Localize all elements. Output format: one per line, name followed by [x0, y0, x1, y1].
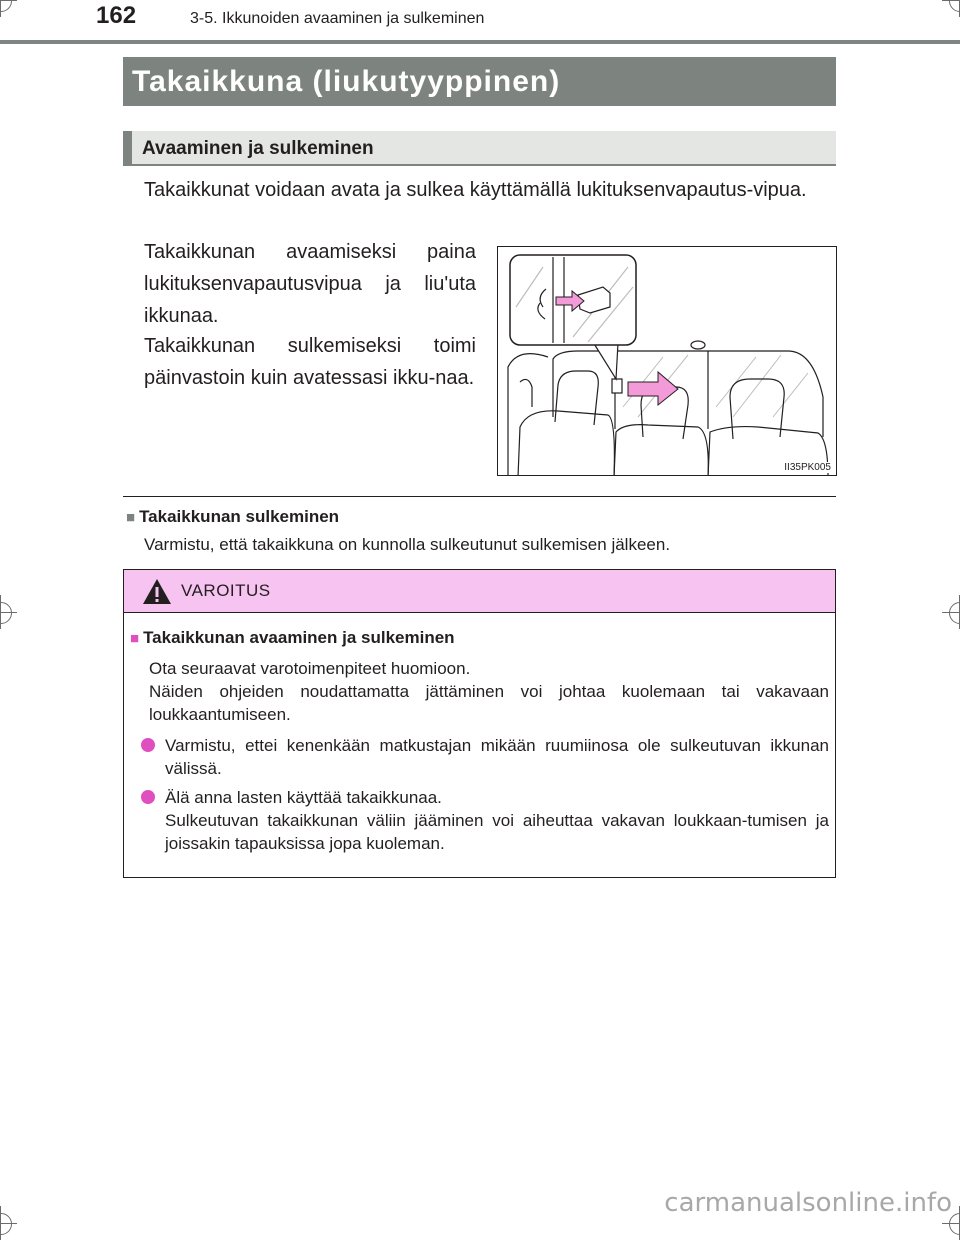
round-bullet-icon: [141, 790, 155, 804]
subsection-title: Avaaminen ja sulkeminen: [123, 131, 836, 166]
header-rule: [0, 40, 960, 44]
warning-bullet-text: Älä anna lasten käyttää takaikkunaa.: [165, 788, 442, 807]
illustration-code: II35PK005: [784, 462, 831, 473]
warning-paragraph: Ota seuraavat varotoimenpiteet huomioon.: [149, 659, 471, 678]
warning-heading-text: Takaikkunan avaaminen ja sulkeminen: [143, 628, 455, 647]
crop-mark-icon: [0, 1213, 12, 1235]
crop-mark-icon: [949, 602, 960, 624]
note-heading: [126, 507, 339, 527]
warning-label: VAROITUS: [181, 581, 271, 600]
warning-triangle-icon: [142, 578, 172, 605]
warning-heading: [130, 628, 455, 648]
round-bullet-icon: [141, 738, 155, 752]
crop-mark-icon: [0, 0, 12, 12]
page-number: 162: [96, 2, 137, 29]
rear-window-drawing: [498, 247, 837, 476]
warning-box: [123, 569, 836, 878]
section-title: Takaikkuna (liukutyyppinen): [123, 57, 836, 106]
watermark: carmanualsonline.info: [664, 1188, 952, 1218]
section-divider: [123, 496, 836, 497]
warning-bullet: [165, 786, 829, 855]
crop-mark-icon: [0, 602, 12, 624]
intro-paragraph: Takaikkunat voidaan avata ja sulkea käyttämällä lukituksenvapautus-vipua.: [144, 179, 807, 201]
warning-header: [124, 570, 835, 613]
crop-mark-icon: [949, 0, 960, 12]
square-bullet-icon: ■: [126, 509, 136, 526]
rear-window-illustration: [497, 246, 837, 476]
running-head: 3-5. Ikkunoiden avaaminen ja sulkeminen: [190, 10, 485, 27]
note-heading-text: Takaikkunan sulkeminen: [139, 507, 340, 526]
warning-bullet: Varmistu, ettei kenenkään matkustajan mikään ruumiinosa ole sulkeutuvan ikkunan välissä.: [165, 736, 829, 778]
note-body: Varmistu, että takaikkuna on kunnolla sulkeutunut sulkemisen jälkeen.: [144, 535, 671, 554]
warning-bullet-extra: Sulkeutuvan takaikkunan väliin jääminen voi aiheuttaa vakavan loukkaan-tumisen ja joissakin tapauksissa jopa kuoleman.: [165, 811, 829, 853]
open-instructions: Takaikkunan avaamiseksi paina lukituksenvapautusvipua ja liu'uta ikkunaa.: [144, 241, 476, 327]
close-instructions: Takaikkunan sulkemiseksi toimi päinvastoin kuin avatessasi ikku-naa.: [144, 335, 476, 389]
square-bullet-icon: ■: [130, 630, 140, 647]
warning-paragraph: Näiden ohjeiden noudattamatta jättäminen voi johtaa kuolemaan tai vakavaan loukkaantumiseen.: [149, 682, 829, 724]
